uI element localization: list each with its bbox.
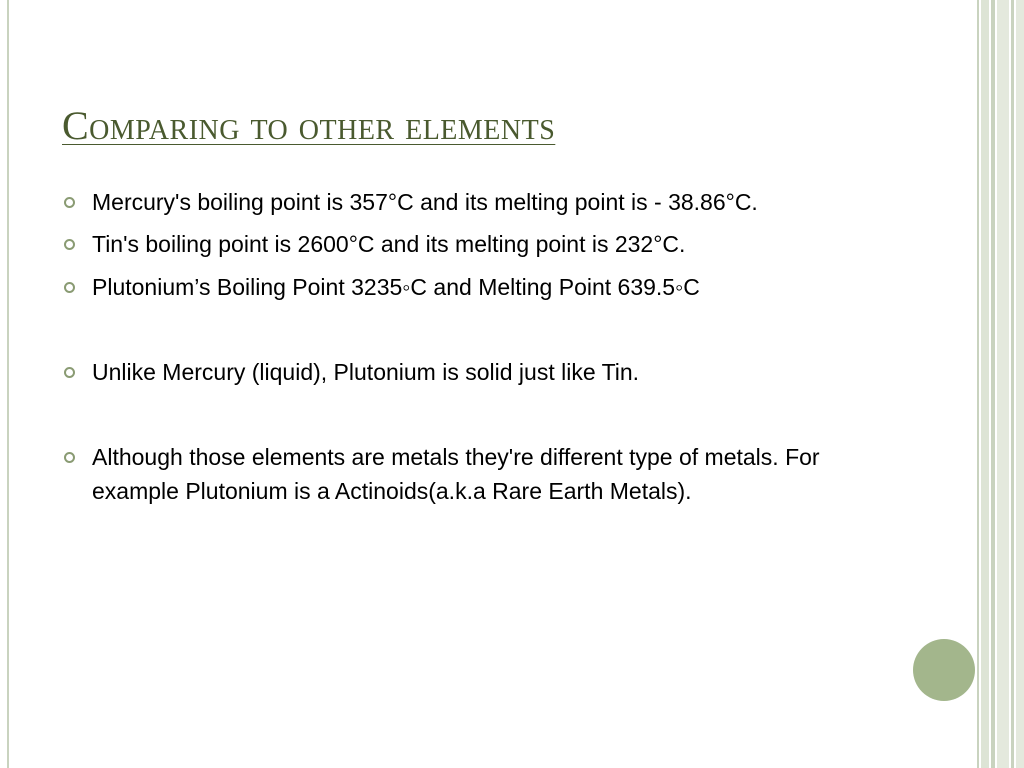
right-border-stripe [981,0,989,768]
decorative-circle [913,639,975,701]
bullet-circle-icon [64,197,75,208]
bullet-text: Tin's boiling point is 2600°C and its melting point is 232°C. [92,231,686,257]
bullet-circle-icon [64,239,75,250]
bullet-item [62,227,892,261]
bullet-circle-icon [64,452,75,463]
bullet-circle-icon [64,282,75,293]
bullet-text: Mercury's boiling point is 357°C and its melting point is - 38.86°C. [92,189,758,215]
right-border-stripe [997,0,1009,768]
left-border-line [7,0,9,768]
bullet-item [62,185,892,219]
right-border-stripe [1011,0,1014,768]
slide-title: Comparing to other elements [62,103,556,148]
bullet-item [62,440,892,508]
bullet-list [62,185,892,508]
bullet-item [62,355,892,389]
right-border-stripe [991,0,995,768]
bullet-text: Plutonium’s Boiling Point 3235◦C and Melting Point 639.5◦C [92,274,700,300]
right-border-stripe [977,0,979,768]
bullet-text: Unlike Mercury (liquid), Plutonium is solid just like Tin. [92,359,640,385]
bullet-circle-icon [64,367,75,378]
bullet-text: Although those elements are metals they're different type of metals. For example Plutonium is a Actinoids(a.k.a Rare Earth Metals). [92,444,820,504]
bullet-item [62,270,892,304]
right-border-stripe [1016,0,1024,768]
